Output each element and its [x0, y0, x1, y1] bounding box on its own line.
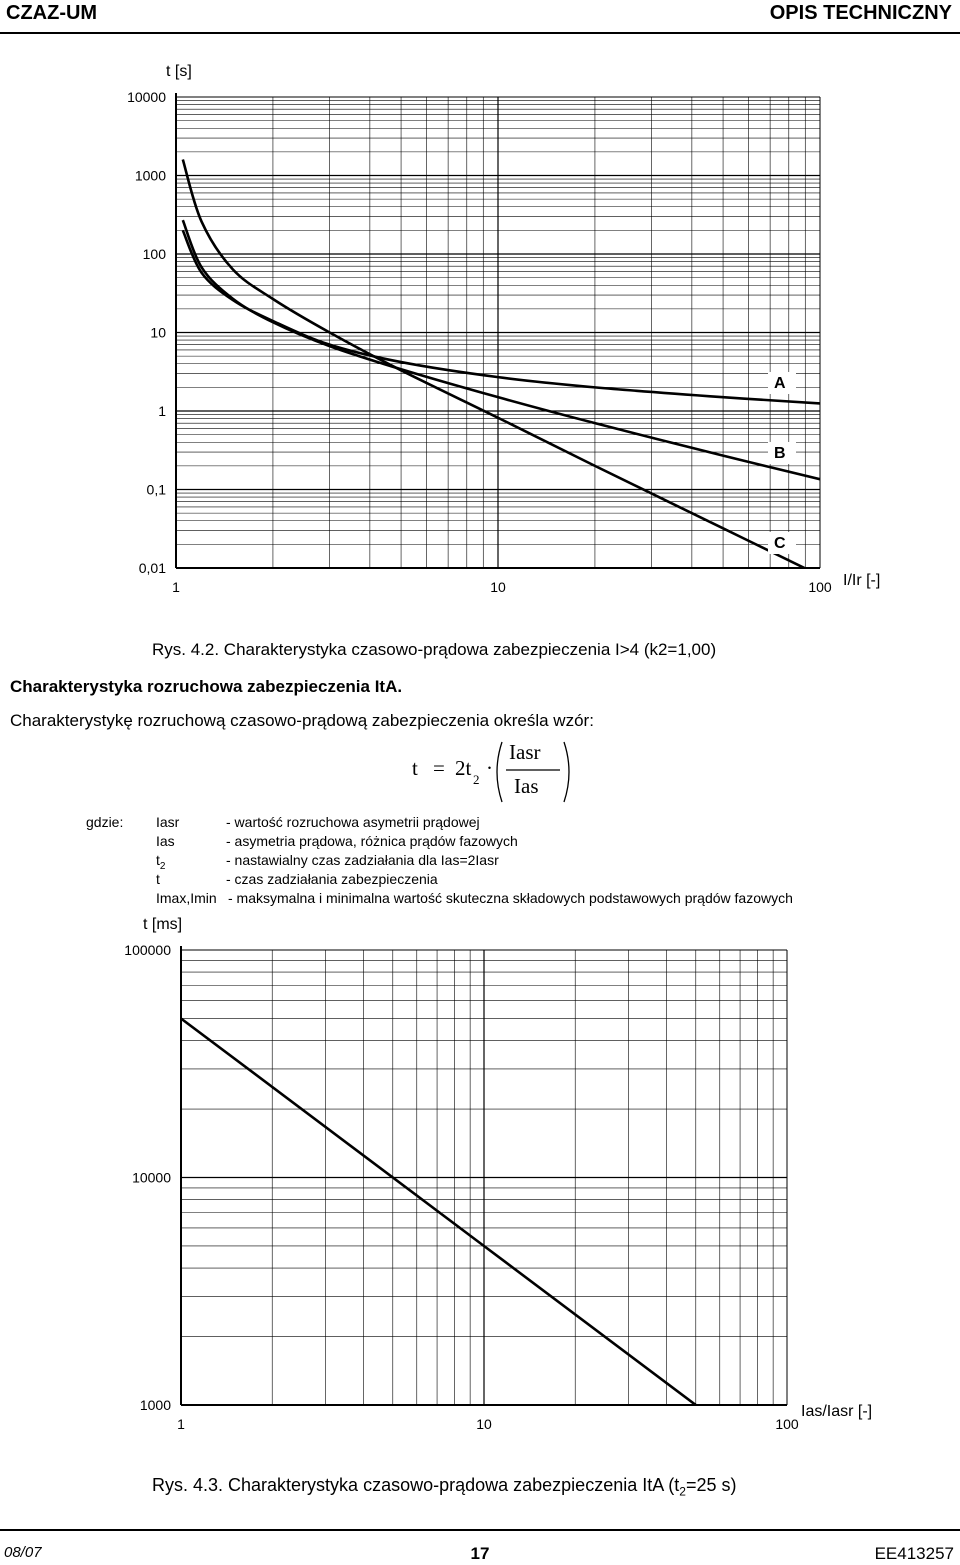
legend-symbol: Ias: [156, 833, 175, 849]
formula-sub: 2: [473, 772, 480, 787]
series-label-c: C: [774, 535, 786, 552]
x-tick-label: 1: [172, 579, 180, 595]
series-line-a: [183, 230, 820, 403]
chart-2: [0, 905, 960, 1455]
y-tick-label: 1: [158, 403, 166, 419]
legend-symbol-main: t: [156, 852, 160, 868]
y-tick-label: 10000: [132, 1169, 171, 1186]
chart-1: [0, 36, 960, 626]
section-title: Charakterystyka rozruchowa zabezpieczenia ItA.: [10, 677, 403, 696]
series-label-b: B: [774, 445, 786, 462]
footer-rule: [0, 1529, 960, 1531]
x-tick-label: 100: [808, 579, 832, 595]
y-tick-label: 1000: [134, 167, 166, 184]
formula-numerator: Iasr: [509, 740, 541, 764]
legend-description: - asymetria prądowa, różnica prądów fazowych: [226, 833, 518, 849]
caption-4-3-text: Rys. 4.3. Charakterystyka czasowo-prądowa zabezpieczenia ItA (t: [152, 1475, 680, 1495]
formula: [410, 738, 580, 808]
legend-row: [156, 851, 956, 870]
legend-description: - nastawialny czas zadziałania dla Ias=2Iasr: [226, 852, 499, 868]
x-tick-label: 1: [177, 1416, 185, 1432]
legend-rows: [156, 813, 956, 908]
intro-text: Charakterystykę rozruchową czasowo-prądową zabezpieczenia określa wzór:: [10, 711, 594, 730]
legend-description: - wartość rozruchowa asymetrii prądowej: [226, 814, 480, 830]
header-right: OPIS TECHNICZNY: [769, 2, 952, 24]
legend-symbol: Iasr: [156, 814, 180, 830]
figure-caption-4-3: [152, 1475, 736, 1499]
formula-denominator: Ias: [514, 774, 539, 798]
formula-lhs: t: [412, 756, 418, 780]
x-axis-label: Ias/Iasr [-]: [801, 1403, 873, 1420]
x-tick-label: 100: [775, 1416, 799, 1432]
legend-description: - czas zadziałania zabezpieczenia: [226, 871, 438, 887]
x-axis-label: I/Ir [-]: [843, 572, 881, 589]
formula-eq: =: [433, 756, 445, 780]
legend-gdzie: gdzie:: [86, 814, 124, 830]
footer-date: 08/07: [4, 1544, 42, 1561]
y-tick-label: 100000: [124, 942, 171, 958]
legend-symbol: t: [156, 871, 160, 887]
page-number: 17: [470, 1544, 490, 1563]
header-left: CZAZ-UM: [6, 2, 98, 24]
legend-row: [156, 813, 956, 832]
y-tick-label: 0,01: [138, 560, 166, 576]
y-tick-label: 10000: [127, 89, 166, 105]
y-tick-label: 10: [150, 324, 166, 341]
caption-4-3-sub: 2: [679, 1484, 686, 1499]
y-axis-label: t [ms]: [143, 916, 183, 933]
legend-symbol-sub: 2: [159, 860, 166, 872]
legend-row: [156, 870, 956, 889]
x-tick-label: 10: [476, 1416, 492, 1432]
chart-1-svg: [0, 36, 960, 626]
chart-2-svg: [0, 905, 960, 1455]
footer-doc-id: EE413257: [874, 1544, 954, 1563]
legend-description: - maksymalna i minimalna wartość skuteczna składowych podstawowych prądów fazowych: [228, 890, 793, 906]
y-axis-label: t [s]: [166, 63, 192, 80]
formula-dot: ·: [486, 756, 493, 780]
series-label-a: A: [774, 375, 786, 392]
formula-coef: 2t: [455, 756, 472, 780]
y-tick-label: 0,1: [146, 481, 166, 498]
series-line: [181, 1018, 696, 1405]
figure-caption-4-2: Rys. 4.2. Charakterystyka czasowo-prądowa zabezpieczenia I>4 (k2=1,00): [152, 640, 717, 659]
caption-4-3-tail: =25 s): [685, 1475, 737, 1495]
y-tick-label: 1000: [139, 1397, 171, 1413]
legend-symbol: Imax,Imin: [156, 890, 217, 906]
header-rule: [0, 32, 960, 34]
legend-row: [156, 832, 956, 851]
y-tick-label: 100: [142, 246, 166, 262]
x-tick-label: 10: [490, 579, 506, 595]
